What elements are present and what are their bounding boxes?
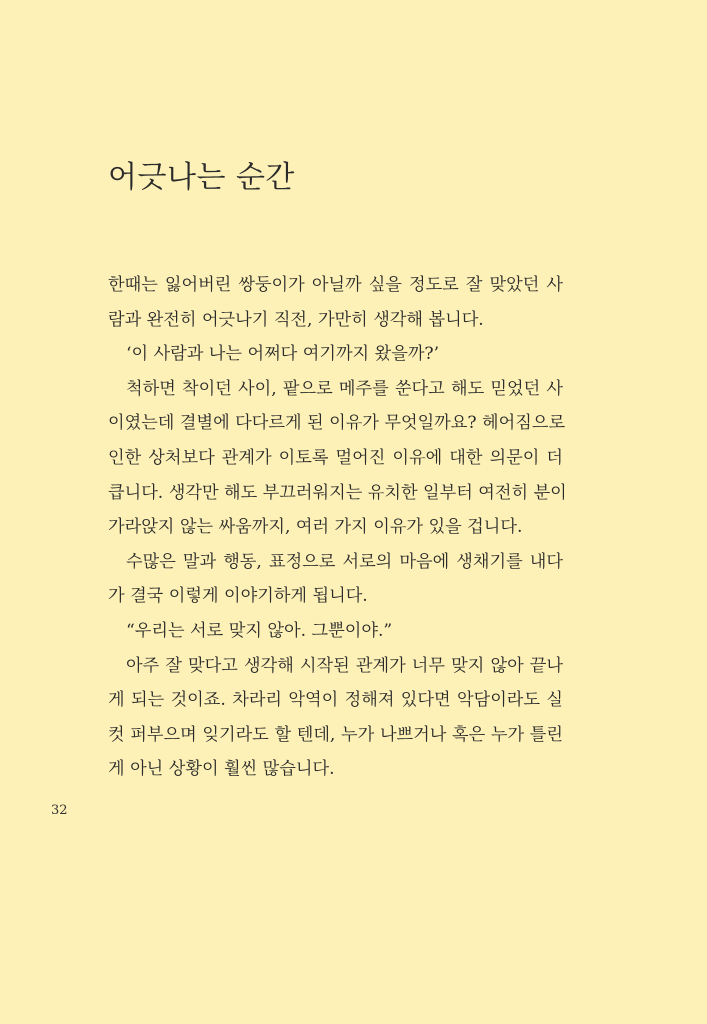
text-line: “우리는 서로 맞지 않아. 그뿐이야.” xyxy=(126,620,393,641)
text-line: 가 결국 이렇게 이야기하게 됩니다. xyxy=(108,586,368,607)
chapter-title: 어긋나는 순간 xyxy=(108,160,295,195)
body-text xyxy=(108,268,567,787)
page-number: 32 xyxy=(51,803,68,818)
text-line: 이였는데 결별에 다다르게 된 이유가 무엇일까요? 헤어짐으로 xyxy=(108,413,566,434)
text-line: 게 아닌 상황이 훨씬 많습니다. xyxy=(108,759,335,780)
text-line: 람과 완전히 어긋나기 직전, 가만히 생각해 봅니다. xyxy=(108,309,484,330)
text-line: 게 되는 것이죠. 차라리 악역이 정해져 있다면 악담이라도 실 xyxy=(108,690,563,711)
text-line: 인한 상처보다 관계가 이토록 멀어진 이유에 대한 의문이 더 xyxy=(108,447,563,468)
text-line: 수많은 말과 행동, 표정으로 서로의 마음에 생채기를 내다 xyxy=(126,551,563,572)
text-line: ‘이 사람과 나는 어쩌다 여기까지 왔을까?’ xyxy=(126,344,440,365)
text-line: 큽니다. 생각만 해도 부끄러워지는 유치한 일부터 여전히 분이 xyxy=(108,482,567,503)
text-line: 척하면 착이던 사이, 팥으로 메주를 쑨다고 해도 믿었던 사 xyxy=(126,378,563,399)
text-line: 한때는 잃어버린 쌍둥이가 아닐까 싶을 정도로 잘 맞았던 사 xyxy=(108,275,563,295)
text-line: 아주 잘 맞다고 생각해 시작된 관계가 너무 맞지 않아 끝나 xyxy=(126,655,563,676)
text-line: 컷 퍼부으며 잊기라도 할 텐데, 누가 나쁘거나 혹은 누가 틀린 xyxy=(108,724,563,745)
text-line: 가라앉지 않는 싸움까지, 여러 가지 이유가 있을 겁니다. xyxy=(108,517,523,538)
